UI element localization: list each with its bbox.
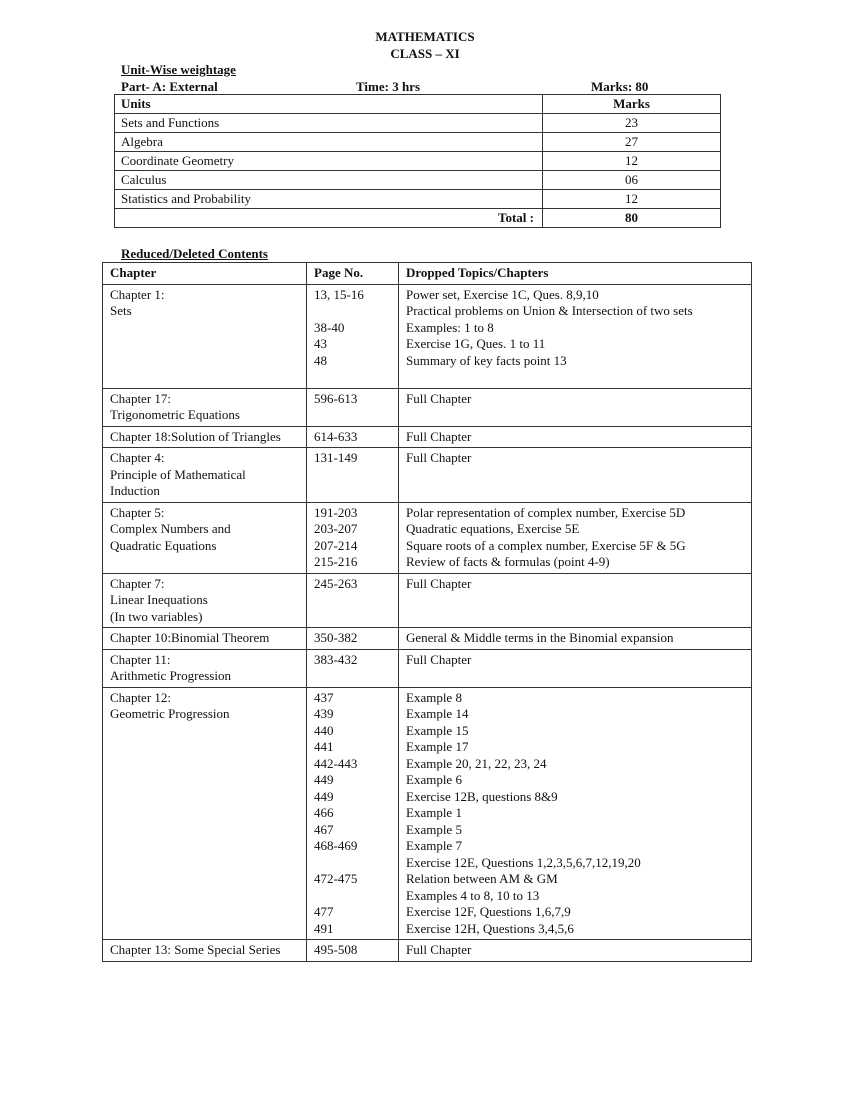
page-cell-line (314, 483, 398, 500)
reduced-contents-body (103, 284, 752, 961)
page-cell (307, 284, 399, 388)
topics-cell (399, 426, 752, 448)
page-cell-line: 596-613 (314, 390, 358, 406)
chapter-cell-line: Chapter 5: (110, 504, 165, 520)
chapter-cell-line (110, 739, 306, 756)
chapter-cell-line (110, 921, 306, 938)
topics-cell (399, 628, 752, 650)
page-cell-line: 207-214 (314, 537, 358, 553)
topics-cell (399, 649, 752, 687)
chapter-cell-line (110, 822, 306, 839)
topics-cell-line: Full Chapter (406, 428, 472, 444)
page-cell (307, 628, 399, 650)
page-cell-line (314, 592, 398, 609)
page-cell-line (314, 303, 398, 320)
unit-marks: 27 (543, 133, 721, 152)
total-value: 80 (543, 209, 721, 228)
page-cell (307, 448, 399, 503)
page-cell-line: 467 (314, 821, 334, 837)
chapter-cell-line: Geometric Progression (110, 706, 230, 721)
chapter-cell-line (110, 756, 306, 773)
reduced-contents-table (102, 262, 752, 962)
topics-cell-line: Example 6 (406, 772, 462, 787)
topics-cell-line: Practical problems on Union & Intersection of two sets (406, 303, 693, 318)
chapter-cell-line (110, 369, 306, 386)
page-cell (307, 573, 399, 628)
chapter-cell-line (110, 855, 306, 872)
topics-cell-line: Review of facts & formulas (point 4-9) (406, 554, 610, 569)
table-row (103, 284, 752, 388)
chapter-cell-line (110, 888, 306, 905)
reduced-contents-heading: Reduced/Deleted Contents (121, 246, 268, 261)
topics-cell-line (406, 483, 751, 500)
page-cell-line: 449 (314, 788, 334, 804)
chapter-cell-line: Chapter 1: (110, 286, 165, 302)
topics-cell-line: Exercise 12F, Questions 1,6,7,9 (406, 904, 571, 919)
unit-marks: 23 (543, 114, 721, 133)
topics-cell-line: Example 15 (406, 722, 469, 738)
topics-cell-line: Full Chapter (406, 390, 472, 406)
topics-cell (399, 502, 752, 573)
page-cell-line: 491 (314, 920, 334, 936)
chapter-cell (103, 284, 307, 388)
topics-cell-line: Full Chapter (406, 942, 472, 957)
page-cell-line (314, 888, 398, 905)
units-column-header: Units (115, 95, 543, 114)
chapter-cell-line: (In two variables) (110, 608, 203, 624)
chapter-cell-line: Linear Inequations (110, 592, 208, 607)
chapter-cell-line: Induction (110, 483, 160, 498)
unit-name: Algebra (115, 133, 543, 152)
topics-cell (399, 687, 752, 940)
topics-cell-line: Example 8 (406, 689, 462, 705)
chapter-cell (103, 426, 307, 448)
chapter-cell (103, 388, 307, 426)
topics-cell-line: Examples: 1 to 8 (406, 319, 494, 335)
unit-name: Sets and Functions (115, 114, 543, 133)
page-cell-line: 131-149 (314, 450, 358, 465)
chapter-cell (103, 628, 307, 650)
table-row (103, 448, 752, 503)
page-cell-line: 383-432 (314, 651, 358, 667)
topics-cell-line: Power set, Exercise 1C, Ques. 8,9,10 (406, 286, 599, 302)
table-row (115, 133, 721, 152)
chapter-cell-line (110, 336, 306, 353)
chapter-cell-line (110, 904, 306, 921)
chapter-cell-line: Chapter 18:Solution of Triangles (110, 428, 281, 444)
topics-cell-line: Example 5 (406, 821, 462, 837)
page-cell-line: 472-475 (314, 871, 358, 886)
chapter-cell-line: Chapter 13: Some Special Series (110, 942, 281, 957)
topics-cell-line: Square roots of a complex number, Exercise 5F & 5G (406, 537, 686, 553)
chapter-cell-line (110, 805, 306, 822)
chapter-cell-line (110, 772, 306, 789)
page-cell-line: 466 (314, 805, 334, 820)
topics-cell-line: Summary of key facts point 13 (406, 352, 567, 368)
chapter-cell-line: Chapter 4: (110, 450, 165, 465)
chapter-cell (103, 940, 307, 962)
topics-cell-line: Exercise 12H, Questions 3,4,5,6 (406, 920, 574, 936)
page-cell-line (314, 668, 398, 685)
page-cell-line (314, 467, 398, 484)
time-label: Time: 3 hrs (356, 79, 421, 94)
chapter-cell-line (110, 723, 306, 740)
page-cell-line: 245-263 (314, 575, 358, 591)
page-cell (307, 388, 399, 426)
unit-marks: 12 (543, 152, 721, 171)
table-row (103, 426, 752, 448)
page-cell-line: 449 (314, 772, 334, 787)
page-cell-line: 13, 15-16 (314, 286, 364, 302)
table-row (103, 940, 752, 962)
table-row (115, 190, 721, 209)
topics-column-header: Dropped Topics/Chapters (399, 263, 752, 285)
topics-cell-line: Example 14 (406, 706, 469, 721)
topics-cell-line: Example 7 (406, 838, 462, 853)
chapter-cell-line: Chapter 11: (110, 651, 171, 667)
chapter-cell-line: Chapter 7: (110, 575, 165, 591)
page-cell-line (314, 407, 398, 424)
chapter-cell-line (110, 554, 306, 571)
page-cell-line: 441 (314, 739, 334, 754)
chapter-cell-line: Chapter 17: (110, 390, 172, 406)
chapter-cell (103, 573, 307, 628)
page-cell-line: 437 (314, 689, 334, 705)
table-row (103, 573, 752, 628)
chapter-cell (103, 687, 307, 940)
topics-cell-line (406, 592, 751, 609)
chapter-cell-line: Chapter 12: (110, 689, 172, 705)
table-row (103, 502, 752, 573)
chapter-cell-line: Chapter 10:Binomial Theorem (110, 630, 270, 645)
topics-cell-line: Full Chapter (406, 651, 472, 667)
topics-cell-line: General & Middle terms in the Binomial expansion (406, 630, 674, 645)
topics-cell-line: Quadratic equations, Exercise 5E (406, 521, 580, 536)
topics-cell-line: Full Chapter (406, 450, 472, 465)
chapter-cell-line (110, 353, 306, 370)
chapter-cell-line (110, 838, 306, 855)
page-cell-line: 350-382 (314, 630, 358, 645)
unit-name: Calculus (115, 171, 543, 190)
chapter-cell-line: Complex Numbers and (110, 521, 231, 536)
chapter-cell (103, 649, 307, 687)
total-row (115, 209, 721, 228)
topics-cell-line (406, 407, 751, 424)
marks-label: Marks: 80 (591, 79, 649, 94)
topics-cell-line: Relation between AM & GM (406, 871, 558, 886)
topics-cell-line: Polar representation of complex number, Exercise 5D (406, 504, 686, 520)
topics-cell (399, 388, 752, 426)
unit-marks: 06 (543, 171, 721, 190)
chapter-cell-line: Sets (110, 303, 132, 318)
topics-cell-line (406, 467, 751, 484)
page-cell-line: 442-443 (314, 755, 358, 771)
topics-cell-line: Example 1 (406, 805, 462, 820)
table-row (103, 649, 752, 687)
unit-weightage-table (114, 94, 721, 228)
table-row (103, 628, 752, 650)
page-cell (307, 687, 399, 940)
page-cell (307, 649, 399, 687)
topics-cell (399, 284, 752, 388)
total-label: Total : (115, 209, 543, 228)
page-cell-line (314, 369, 398, 386)
page-column-header: Page No. (307, 263, 399, 285)
topics-cell-line: Exercise 12E, Questions 1,2,3,5,6,7,12,19,20 (406, 854, 641, 870)
table-header-row (115, 95, 721, 114)
topics-cell-line: Exercise 12B, questions 8&9 (406, 788, 558, 804)
chapter-cell-line: Trigonometric Equations (110, 407, 240, 422)
chapter-cell (103, 448, 307, 503)
table-header-row (103, 263, 752, 285)
chapter-cell-line (110, 789, 306, 806)
chapter-column-header: Chapter (103, 263, 307, 285)
unit-name: Coordinate Geometry (115, 152, 543, 171)
unit-name: Statistics and Probability (115, 190, 543, 209)
document-title: MATHEMATICS (375, 29, 475, 44)
topics-cell (399, 573, 752, 628)
page-cell-line (314, 855, 398, 872)
page-cell (307, 940, 399, 962)
chapter-cell (103, 502, 307, 573)
unit-wise-heading: Unit-Wise weightage (121, 62, 236, 77)
topics-cell (399, 940, 752, 962)
page-cell-line: 43 (314, 336, 327, 351)
page-cell-line: 468-469 (314, 838, 358, 853)
page-cell (307, 426, 399, 448)
marks-column-header: Marks (543, 95, 721, 114)
topics-cell-line: Examples 4 to 8, 10 to 13 (406, 887, 540, 903)
topics-cell-line: Full Chapter (406, 575, 472, 591)
chapter-cell-line: Quadratic Equations (110, 537, 217, 553)
table-row (115, 171, 721, 190)
page-cell (307, 502, 399, 573)
table-row (115, 114, 721, 133)
topics-cell-line (406, 668, 751, 685)
class-title: CLASS – XI (390, 46, 460, 61)
page-cell-line: 614-633 (314, 428, 358, 444)
topics-cell-line (406, 369, 751, 386)
page-cell-line: 191-203 (314, 504, 358, 520)
table-row (115, 152, 721, 171)
chapter-cell-line (110, 320, 306, 337)
page-cell-line: 495-508 (314, 942, 358, 957)
chapter-cell-line (110, 871, 306, 888)
page-cell-line: 477 (314, 904, 334, 919)
exam-info-row (121, 79, 721, 95)
topics-cell-line: Exercise 1G, Ques. 1 to 11 (406, 336, 546, 351)
page-cell-line: 439 (314, 706, 334, 721)
table-row (103, 388, 752, 426)
page-cell-line (314, 609, 398, 626)
topics-cell-line: Example 17 (406, 739, 469, 754)
chapter-cell-line: Principle of Mathematical (110, 466, 246, 482)
topics-cell-line: Example 20, 21, 22, 23, 24 (406, 755, 547, 771)
topics-cell-line (406, 609, 751, 626)
page-cell-line: 38-40 (314, 319, 345, 335)
topics-cell (399, 448, 752, 503)
chapter-cell-line: Arithmetic Progression (110, 668, 231, 683)
unit-marks: 12 (543, 190, 721, 209)
page-cell-line: 440 (314, 722, 334, 738)
table-row (103, 687, 752, 940)
page-cell-line: 203-207 (314, 521, 358, 536)
page-cell-line: 215-216 (314, 554, 358, 569)
page-cell-line: 48 (314, 352, 327, 368)
part-label: Part- A: External (121, 79, 218, 94)
